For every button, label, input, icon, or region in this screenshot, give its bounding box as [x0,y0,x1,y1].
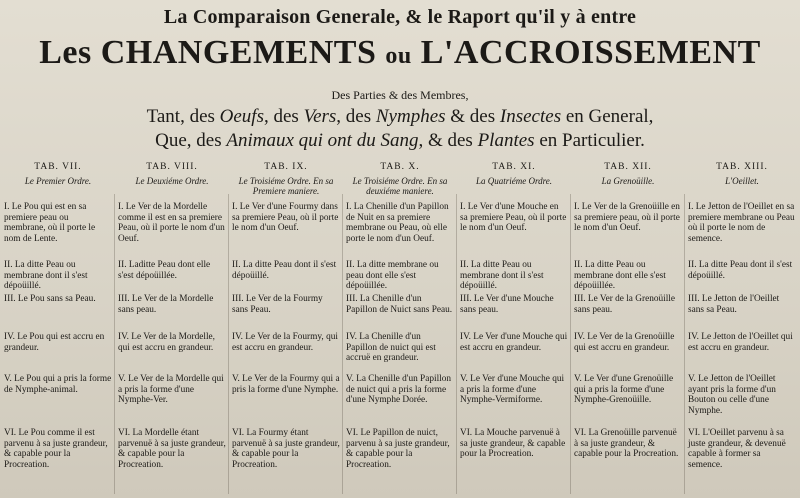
table-cell: I. Le Ver d'une Mouche en sa premiere Peau, où il porte le nom d'un Oeuf. [460,202,567,234]
table-cell: I. La Chenille d'un Papillon de Nuit en sa premiere membrane ou Peau, où elle porte le nom d'un Oeuf. [346,202,449,244]
table-cell: VI. La Mouche parvenuë à sa juste grandeur, & capable pour la Procreation. [460,428,566,460]
column-divider [114,194,115,494]
column-tab-label: TAB. IX. [264,162,308,172]
table-cell: IV. Le Ver de la Mordelle, qui est accru en grandeur. [118,332,215,353]
line4-part-e: en General, [561,106,654,127]
title-line-2 [0,34,800,72]
table-cell: I. Le Ver de la Grenoüille en sa premiere peau, où il porte le nom d'un Oeuf. [574,202,680,234]
table-cell: III. Le Ver d'une Mouche sans peau. [460,294,554,315]
column-order-label: Le Troisiéme Ordre. En sa deuxiéme maniere. [352,176,448,196]
line4-part-b: , des [263,106,304,127]
table-column [2,162,114,498]
table-cell: V. Le Pou qui a pris la forme de Nymphe-animal. [4,374,112,395]
title-line-4 [0,106,800,128]
line4-nymphes: Nymphes [375,106,446,127]
title-line-3: Des Parties & des Membres, [331,88,469,102]
line5-part-a: Que, des [155,130,227,151]
table-column [344,162,456,498]
table-cell: III. Le Pou sans sa Peau. [4,294,96,304]
title-ou: ou [385,43,412,69]
title-accroissement: L'ACCROISSEMENT [420,34,761,71]
column-tab-label: TAB. VII. [34,162,82,172]
table-cell: V. Le Ver de la Mordelle qui a pris la forme d'une Nymphe-Ver. [118,374,224,406]
line4-vers: Vers [303,106,337,127]
line4-part-a: Tant, des [146,106,220,127]
table-column [572,162,684,498]
table-cell: V. Le Ver d'une Mouche qui a pris la forme d'une Nymphe-Vermiforme. [460,374,565,406]
table-cell: I. Le Jetton de l'Oeillet en sa premiere membrane ou Peau où il porte le nom de semence. [688,202,795,244]
column-tab-label: TAB. XII. [604,162,652,172]
table-cell: V. Le Ver de la Fourmy qui a pris la forme d'une Nymphe. [232,374,340,395]
column-divider [684,194,685,494]
table-cell: VI. L'Oeillet parvenu à sa juste grandeur, & devenuë capable à former sa semence. [688,428,786,470]
table-cell: IV. Le Jetton de l'Oeillet qui est accru en grandeur. [688,332,793,353]
line4-part-c: , des [336,106,376,127]
column-divider [228,194,229,494]
table-column [230,162,342,498]
table-cell: VI. Le Papillon de nuict, parvenu à sa juste grandeur, & capable pour la Procreation. [346,428,450,470]
table-cell: VI. La Fourmy étant parvenuë à sa juste grandeur, & capable pour la Procreation. [232,428,340,470]
table-column [458,162,570,498]
column-order-label: Le Deuxiéme Ordre. [135,176,209,186]
column-divider [342,194,343,494]
table-cell: IV. La Chenille d'un Papillon de nuict qui est accruë en grandeur. [346,332,436,364]
table-cell: III. Le Ver de la Grenoüille sans peau. [574,294,676,315]
table-cell: V. La Chenille d'un Papillon de nuict qui a pris la forme d'une Nymphe Dorée. [346,374,452,406]
table-column [686,162,798,498]
table-cell: II. La ditte Peau ou membrane dont il s'est dépoüillé. [460,260,544,292]
column-tab-label: TAB. XI. [492,162,536,172]
table-cell: I. Le Pou qui est en sa premiere peau ou membrane, où il porte le nom de Lente. [4,202,96,244]
line5-plantes: Plantes [477,130,535,151]
title-line-5 [0,130,800,152]
table-cell: IV. Le Ver d'une Mouche qui est accru en grandeur. [460,332,568,353]
table-cell: II. La ditte Peau dont il s'est dépoüillé. [688,260,793,281]
line5-part-c: en Particulier. [534,130,645,151]
column-order-label: La Grenoüille. [601,176,655,186]
table-column [116,162,228,498]
column-tab-label: TAB. X. [380,162,420,172]
column-order-label: Le Premier Ordre. [24,176,92,186]
title-line-1: La Comparaison Generale, & le Raport qu'il y à entre [163,6,637,28]
title-changements: Les CHANGEMENTS [39,34,377,71]
comparison-table [0,162,800,498]
table-cell: III. Le Jetton de l'Oeillet sans sa Peau. [688,294,780,315]
table-cell: II. La ditte membrane ou peau dont elle s'est dépoüillée. [346,260,439,292]
table-cell: VI. La Grenoüille parvenuë à sa juste grandeur, & capable pour la Procreation. [574,428,679,460]
table-cell: II. La ditte Peau ou membrane dont il s'est dépoüillé. [4,260,88,292]
table-cell: IV. Le Ver de la Grenoüille qui est accru en grandeur. [574,332,675,353]
column-divider [570,194,571,494]
table-cell: IV. Le Ver de la Fourmy, qui est accru en grandeur. [232,332,338,353]
table-cell: V. Le Ver d'une Grenoüille qui a pris la forme d'une Nymphe-Grenoüille. [574,374,674,406]
table-cell: I. Le Ver de la Mordelle comme il est en sa premiere Peau, où il porte le nom d'un Oeuf. [118,202,225,244]
column-tab-label: TAB. XIII. [716,162,768,172]
table-cell: II. La ditte Peau ou membrane dont elle s'est dépoüillée. [574,260,666,292]
table-cell: VI. Le Pou comme il est parvenu à sa juste grandeur, & capable pour la Procreation. [4,428,108,470]
table-cell: III. La Chenille d'un Papillon de Nuict sans Peau. [346,294,453,315]
table-cell: IV. Le Pou qui est accru en grandeur. [4,332,105,353]
table-cell: III. Le Ver de la Mordelle sans peau. [118,294,214,315]
line5-part-b: , & des [418,130,478,151]
table-cell: II. La ditte Peau dont il s'est dépoüillé. [232,260,337,281]
line4-part-d: & des [445,106,500,127]
line4-insectes: Insectes [499,106,562,127]
column-order-label: L'Oeillet. [725,176,759,186]
table-cell: I. Le Ver d'une Fourmy dans sa premiere Peau, où il porte le nom d'un Oeuf. [232,202,339,234]
table-cell: III. Le Ver de la Fourmy sans Peau. [232,294,323,315]
line4-oeufs: Oeufs [219,106,264,127]
column-tab-label: TAB. VIII. [146,162,198,172]
table-cell: V. Le Jetton de l'Oeillet ayant pris la forme d'un Bouton ou celle d'une Nymphe. [688,374,776,416]
column-order-label: La Quatriéme Ordre. [475,176,553,186]
line5-animaux: Animaux qui ont du Sang [226,130,419,151]
table-cell: VI. La Mordelle étant parvenuë à sa juste grandeur, & capable pour la Procreation. [118,428,226,470]
column-divider [456,194,457,494]
table-cell: II. Laditte Peau dont elle s'est dépoüillée. [118,260,211,281]
column-order-label: Le Troisiéme Ordre. En sa Premiere maniere. [238,176,334,196]
